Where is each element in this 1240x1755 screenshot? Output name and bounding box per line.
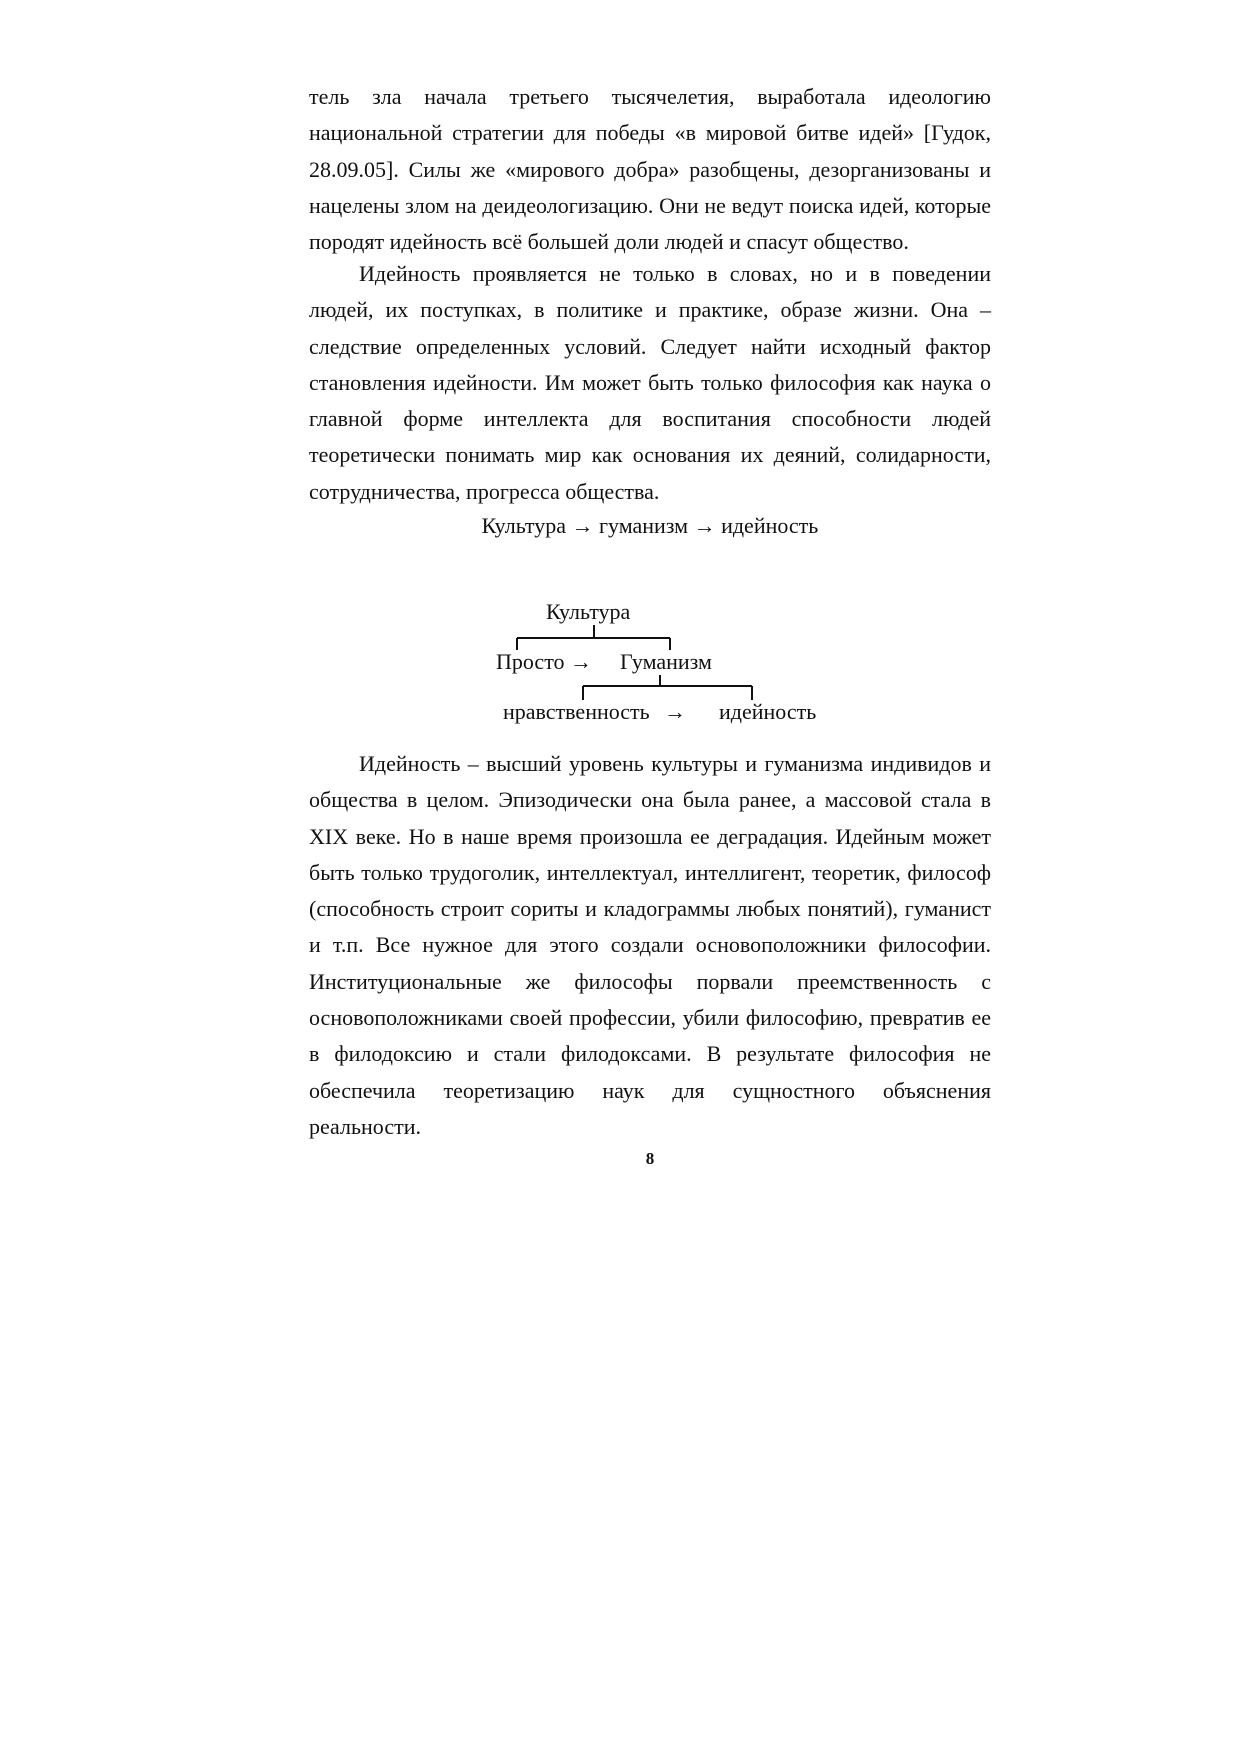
paragraph-1	[309, 79, 991, 260]
paragraph-3-text: Идейность – высший уровень культуры и гуманизма индивидов и общества в целом. Эпизодически она была ранее, а массовой стала в XIX веке. Но в наше время произошла ее деградация. Идейным может быть только трудоголик, интеллектуал, интеллигент, теоретик, философ (способность строит сориты и кладограммы любых понятий), гуманист и т.п. Все нужное для этого создали основоположники философии. Институциональные же философы порвали преемственность с основоположниками своей профессии, убили философию, превратив ее в филодоксию и стали филодоксами. В результате философия не обеспечила теоретизацию наук для сущностного объяснения реальности.	[309, 751, 991, 1139]
diagram-arrow-2: →	[664, 699, 686, 724]
paragraph-3	[309, 746, 991, 1145]
page-number: 8	[645, 1149, 655, 1168]
diagram-label-ideality: идейность	[719, 699, 817, 724]
formula-line: Культура → гуманизм → идейность	[481, 513, 819, 538]
diagram-label-humanism: Гуманизм	[620, 649, 712, 674]
diagram-label-morality: нравственность	[503, 699, 650, 724]
diagram-label-simple: Просто	[496, 649, 565, 674]
paragraph-2-text: Идейность проявляется не только в словах, но и в поведении людей, их поступках, в политике и практике, образе жизни. Она – следствие определенных условий. Следует найти исходный фактор становления идейности. Им может быть только философия как наука о главной форме интеллекта для воспитания способности людей теоретически понимать мир как основания их деяний, солидарности, сотрудничества, прогресса общества.	[309, 261, 991, 504]
diagram-label-culture: Культура	[546, 599, 631, 624]
paragraph-1-text: тель зла начала третьего тысячелетия, выработала идеологию национальной стратегии для победы «в мировой битве идей» [Гудок, 28.09.05]. Силы же «мирового добра» разобщены, дезорганизованы и нацелены злом на деидеологизацию. Они не ведут поиска идей, которые породят идейность всё большей доли людей и спасут общество.	[309, 84, 991, 255]
paragraph-2	[309, 256, 991, 510]
diagram-arrow-1: →	[570, 649, 592, 674]
